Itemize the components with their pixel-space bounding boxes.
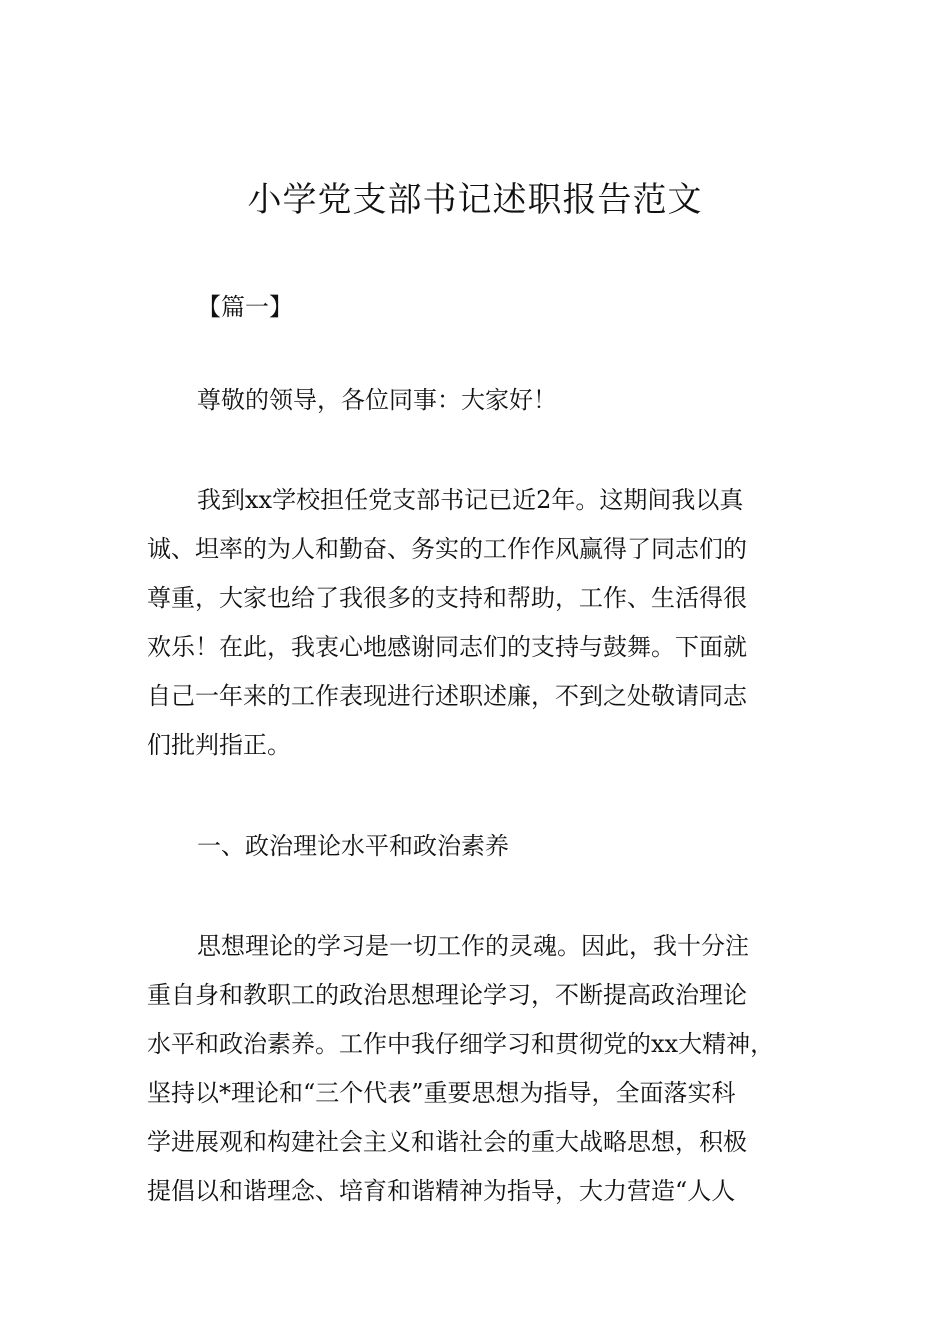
section-heading-1: 一、政治理论水平和政治素养 [197,832,509,860]
paragraph-line: 提倡以和谐理念、培育和谐精神为指导，大力营造“人人 [147,1177,736,1205]
paragraph-line: 坚持以*理论和“三个代表”重要思想为指导，全面落实科 [147,1079,736,1107]
paragraph-line: 欢乐！在此，我衷心地感谢同志们的支持与鼓舞。下面就 [147,633,747,661]
section-label: 【篇一】 [197,293,293,321]
paragraph-1 [147,476,837,770]
paragraph-line: 们批判指正。 [147,731,291,759]
paragraph-line: 尊重，大家也给了我很多的支持和帮助，工作、生活得很 [147,584,747,612]
paragraph-line: 自己一年来的工作表现进行述职述廉，不到之处敬请同志 [147,682,747,710]
greeting-line: 尊敬的领导，各位同事：大家好！ [197,386,557,414]
paragraph-line: 我到xx学校担任党支部书记已近2年。这期间我以真 [197,486,744,514]
paragraph-2 [147,922,837,1216]
paragraph-line: 水平和政治素养。工作中我仔细学习和贯彻党的xx大精神， [147,1030,775,1058]
paragraph-line: 思想理论的学习是一切工作的灵魂。因此，我十分注 [197,932,749,960]
document-title: 小学党支部书记述职报告范文 [247,180,703,220]
paragraph-line: 诚、坦率的为人和勤奋、务实的工作作风赢得了同志们的 [147,535,747,563]
paragraph-line: 重自身和教职工的政治思想理论学习，不断提高政治理论 [147,981,747,1009]
paragraph-line: 学进展观和构建社会主义和谐社会的重大战略思想，积极 [147,1128,747,1156]
